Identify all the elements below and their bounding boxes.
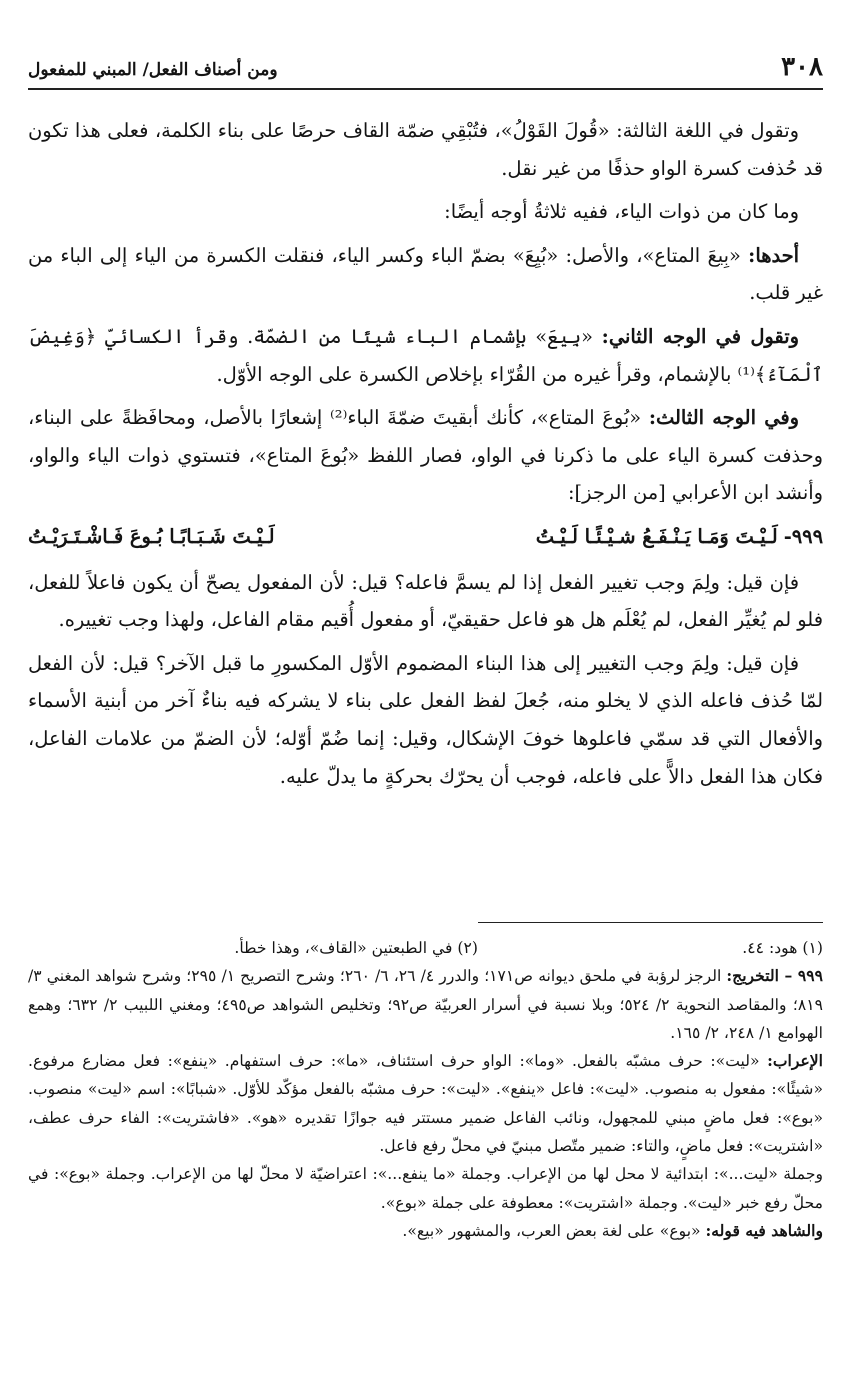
running-title: ومن أصناف الفعل/ المبني للمفعول xyxy=(28,60,278,80)
verse xyxy=(28,518,823,556)
paragraph-5-lead: وفي الوجه الثالث: xyxy=(648,406,800,430)
paragraph-5 xyxy=(28,399,823,512)
jumla-note: وجملة «ليت...»: ابتدائية لا محل لها من الإعراب. وجملة «ما ينفع...»: اعتراضيّة لا محلّ لها من الإعراب. وجملة «بوع»: في محلّ رفع خبر «ليت». وجملة «اشتريت»: معطوفة على جملة «بوع». xyxy=(28,1165,823,1212)
page-number: ٣٠٨ xyxy=(781,52,823,82)
verse-second-hemistich: لَـيْـتَ شَـبَـابًـا بُـوعَ فَـاشْـتَـرَيْـتُ xyxy=(28,524,275,548)
footnote-1: (١) هود: ٤٤. xyxy=(742,939,823,957)
footnotes xyxy=(28,934,823,1245)
paragraph-1: وتقول في اللغة الثالثة: «قُولَ القَوْلُ»، فتُبْقِي ضمّة القاف حرصًا على بناء الكلمة، فعلى هذا تكون قد حُذفت كسرة الواو حذفًا من غير نقل. xyxy=(28,119,823,180)
paragraph-4-lead: وتقول في الوجه الثاني: xyxy=(601,324,799,348)
paragraph-3-text: «بِيعَ المتاع»، والأصل: «بُيِعَ» بضمّ الباء وكسر الياء، فنقلت الكسرة من الياء إلى الباء من غير قلب. xyxy=(28,243,823,305)
page-header xyxy=(28,50,823,90)
footnote-separator xyxy=(478,922,823,923)
paragraph-7: فإن قيل: ولِمَ وجب التغيير إلى هذا البناء المضموم الأوّل المكسورِ ما قبل الآخر؟ قيل: لأن الفعل لمّا حُذف فاعله الذي لا يخلو منه، جُعلَ لفظ الفعل على بناء لا يشركه فيه بناءٌ آخر من أبنية الأسماء والأفعال التي قد سمّي فاعلوها خوفَ الإشكال، وقيل: إنما ضُمّ أوّله؛ لأن الضمّ من علامات الفاعل، فكان هذا الفعل دالاًّ على فاعله، فوجب أن يحرّك بحركةٍ ما يدلّ عليه. xyxy=(28,651,823,788)
footnote-row xyxy=(28,934,823,962)
paragraph-6: فإن قيل: ولِمَ وجب تغيير الفعل إذا لم يسمَّ فاعله؟ قيل: لأن المفعول يصحّ أن يكون فاعلاً للفعل، فلو لم يُغيِّر الفعل، لم يُعْلَم هل هو فاعل حقيقيّ، أو مفعول أُقيم مقام الفاعل، ولهذا وجب تغييره. xyxy=(28,570,823,632)
paragraph-4 xyxy=(28,318,823,393)
paragraph-4-text: «بِيعَ» بإشمام الباء شيئًا من الضمّة. وقرأ الكسائيّ ﴿وَغِيضَ ٱلْمَآءُ﴾⁽¹⁾ بالإشمام، وقرأ غيره من القُرّاء بإخلاص الكسرة على الوجه الأوّل. xyxy=(28,324,823,386)
shahid-note xyxy=(28,1217,823,1245)
paragraph-5-text: «بُوعَ المتاع»، كأنك أبقيتَ ضمّةَ الباء⁽²⁾ إشعارًا بالأصل، ومحافَظةً على البناء، وحذفت كسرة الياء على ما ذكرنا في الواو، فصار اللفظ «بُوعَ المتاع»، فتستوي ذوات الياء والواو، وأنشد ابن الأعرابي [من الرجز]: xyxy=(28,406,823,505)
verse-number: ٩٩٩- xyxy=(783,524,823,548)
takhrij-text: الرجز لرؤبة في ملحق ديوانه ص١٧١؛ والدرر ٤/ ٢٦، ٦/ ٢٦٠؛ وشرح التصريح ١/ ٢٩٥؛ وشرح شواهد المغني ٣/ ٨١٩؛ والمقاصد النحوية ٢/ ٥٢٤؛ وبلا نسبة في أسرار العربيّة ص٩٢؛ وتخليص الشواهد ص٤٩٥؛ ومغني اللبيب ٢/ ٦٣٢؛ وهمع الهوامع ١/ ٢٤٨، ٢/ ١٦٥. xyxy=(28,967,823,1042)
shahid-lead: والشاهد فيه قوله: xyxy=(705,1220,823,1240)
main-text xyxy=(28,112,823,801)
takhrij-lead: ٩٩٩ – التخريج: xyxy=(726,966,823,986)
irab-lead: الإعراب: xyxy=(767,1051,823,1071)
takhrij-note xyxy=(28,962,823,1047)
irab-note xyxy=(28,1047,823,1160)
footnote-2: (٢) في الطبعتين «القاف»، وهذا خطأ. xyxy=(234,939,478,957)
shahid-text: «بوع» على لغة بعض العرب، والمشهور «بيع». xyxy=(402,1221,706,1240)
paragraph-2: وما كان من ذوات الياء، ففيه ثلاثةُ أوجه أيضًا: xyxy=(444,200,799,224)
irab-text: «ليت»: حرف مشبّه بالفعل. «وما»: الواو حرف استئناف، «ما»: حرف استفهام. «ينفع»: فعل مضارع مرفوع. «شيئًا»: مفعول به منصوب. «ليت»: فاعل «ينفع». «ليت»: حرف مشبّه بالفعل مؤكّد للأوّل. «شبابًا»: اسم «ليت» منصوب. «بوع»: فعل ماضٍ مبني للمجهول، ونائب الفاعل ضمير مستتر فيه جوازًا تقديره «هو». «فاشتريت»: الفاء حرف عطف، «اشتريت»: فعل ماضٍ، والتاء: ضمير متّصل مبنيّ في محلّ رفع فاعل. xyxy=(28,1052,823,1156)
paragraph-3 xyxy=(28,237,823,312)
verse-first-text: لَـيْـتَ وَمَـا يَـنْـفَـعُ شـيْـئًـا لَـيْـتُ xyxy=(535,524,778,548)
verse-first-hemistich xyxy=(536,518,823,556)
paragraph-3-lead: أحدها: xyxy=(748,243,799,267)
